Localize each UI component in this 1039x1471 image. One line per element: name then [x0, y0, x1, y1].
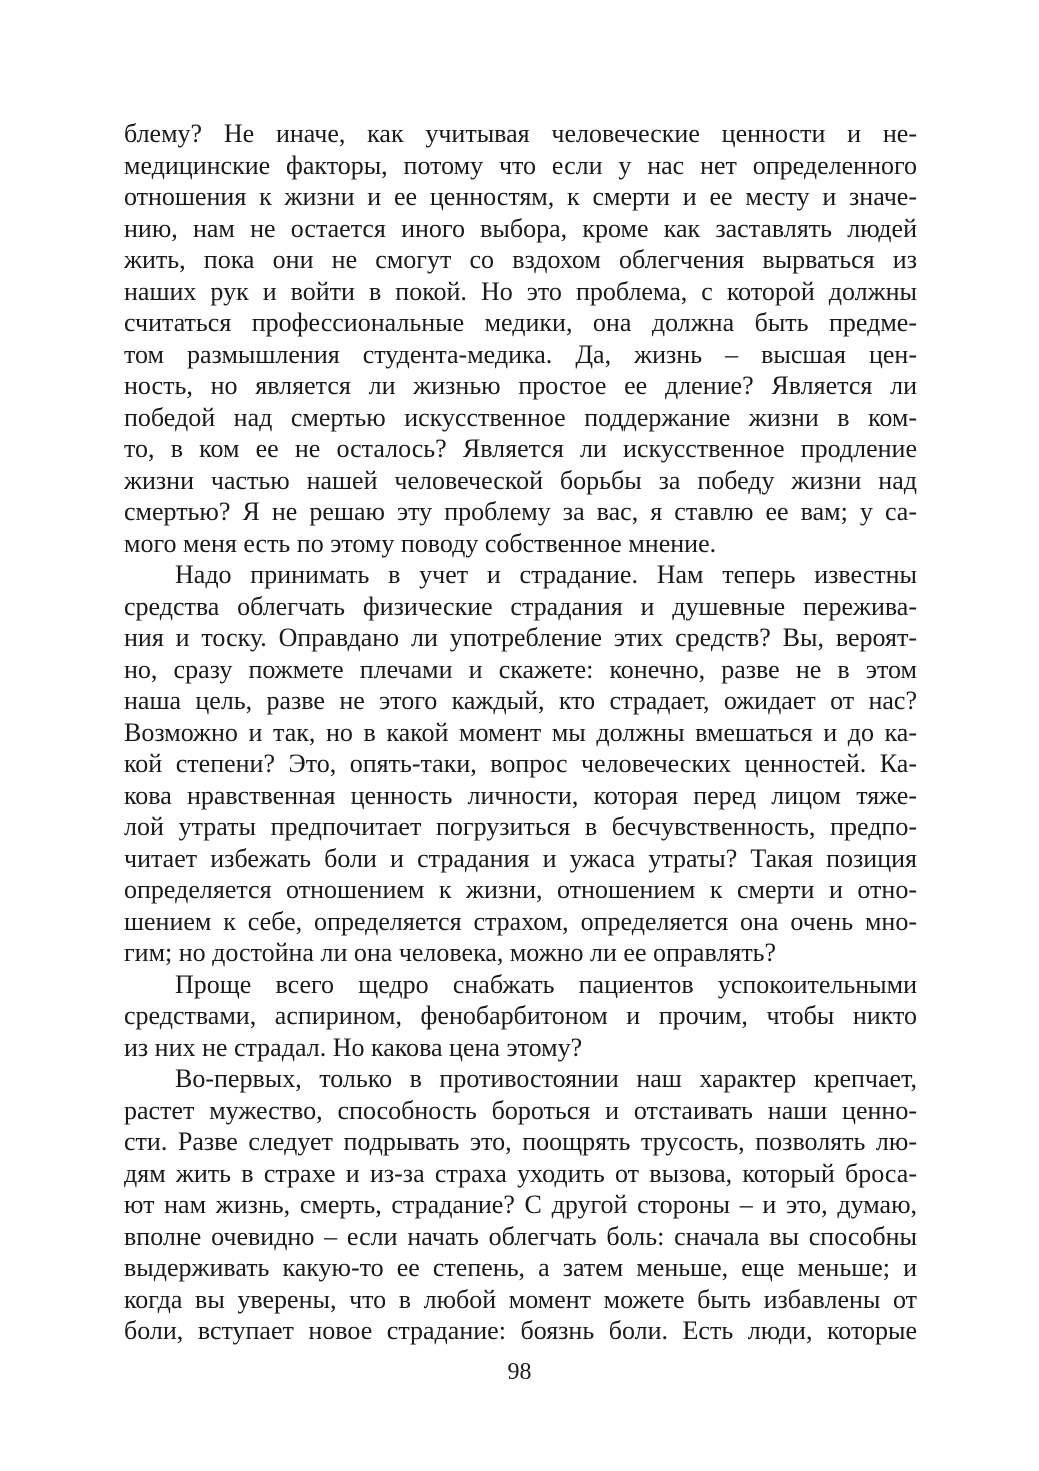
page-body — [124, 118, 917, 1347]
text-line: мого меня есть по этому поводу собственное мнение. — [124, 528, 717, 558]
text-line: нию, нам не остается иного выбора, кроме как заставлять людей — [124, 213, 917, 243]
text-line: считаться профессиональные медики, она должна быть предме- — [124, 308, 917, 337]
text-line: когда вы уверены, что в любой момент можете быть избавлены от — [124, 1284, 917, 1314]
text-line: то, в ком ее не осталось? Является ли искусственное продление — [124, 434, 917, 463]
text-line: победой над смертью искусственное поддержание жизни в ком- — [124, 402, 917, 432]
text-line: из них не страдал. Но какова цена этому? — [124, 1032, 583, 1062]
text-line: вполне очевидно – если начать облегчать боль: сначала вы способны — [124, 1221, 917, 1251]
text-line: Надо принимать в учет и страдание. Нам теперь известны — [175, 560, 917, 589]
text-line: кова нравственная ценность личности, которая перед лицом тяже- — [124, 780, 917, 810]
text-line: читает избежать боли и страдания и ужаса утраты? Такая позиция — [124, 843, 917, 873]
paragraph-1 — [124, 118, 917, 559]
text-line: ют нам жизнь, смерть, страдание? С другой стороны – и это, думаю, — [124, 1190, 917, 1219]
text-line: средства облегчать физические страдания и душевные пережива- — [124, 591, 917, 621]
text-line: растет мужество, способность бороться и отстаивать наши ценно- — [124, 1095, 917, 1125]
text-line: лой утраты предпочитает погрузиться в бесчувственность, предпо- — [124, 812, 917, 841]
text-line: блему? Не иначе, как учитывая человеческие ценности и не- — [124, 119, 917, 148]
text-line: ния и тоску. Оправдано ли употребление этих средств? Вы, вероят- — [124, 623, 917, 652]
text-line: медицинские факторы, потому что если у нас нет определенного — [124, 150, 917, 180]
text-line: отношения к жизни и ее ценностям, к смерти и ее месту и значе- — [124, 182, 917, 211]
text-line: Возможно и так, но в какой момент мы должны вмешаться и до ка- — [124, 717, 917, 747]
text-line: но, сразу пожмете плечами и скажете: конечно, разве не в этом — [124, 654, 917, 684]
text-line: боли, вступает новое страдание: боязнь боли. Есть люди, которые — [124, 1316, 917, 1345]
paragraph-3 — [124, 969, 917, 1064]
paragraph-4 — [124, 1063, 917, 1347]
text-line: сти. Разве следует подрывать это, поощрять трусость, позволять лю- — [124, 1127, 917, 1156]
text-line: смертью? Я не решаю эту проблему за вас, я ставлю ее вам; у са- — [124, 497, 917, 526]
text-line: выдерживать какую-то ее степень, а затем меньше, еще меньше; и — [124, 1253, 917, 1282]
text-line: ность, но является ли жизнью простое ее дление? Является ли — [124, 371, 917, 400]
text-line: определяется отношением к жизни, отношением к смерти и отно- — [124, 875, 917, 904]
text-line: наша цель, разве не этого каждый, кто страдает, ожидает от нас? — [124, 686, 917, 715]
text-line: средствами, аспирином, фенобарбитоном и прочим, чтобы никто — [124, 1001, 917, 1030]
text-line: наших рук и войти в покой. Но это проблема, с которой должны — [124, 276, 917, 306]
paragraph-2 — [124, 559, 917, 969]
text-line: жить, пока они не смогут со вздохом облегчения вырваться из — [124, 245, 917, 274]
text-line: дям жить в страхе и из-за страха уходить от вызова, который броса- — [124, 1158, 917, 1188]
text-line: шением к себе, определяется страхом, определяется она очень мно- — [124, 906, 917, 936]
text-line: гим; но достойна ли она человека, можно ли ее оправлять? — [124, 938, 777, 967]
text-line: Проще всего щедро снабжать пациентов успокоительными — [175, 969, 917, 999]
text-line: жизни частью нашей человеческой борьбы за победу жизни над — [124, 465, 917, 495]
text-line: Во-первых, только в противостоянии наш характер крепчает, — [175, 1064, 917, 1093]
text-line: кой степени? Это, опять-таки, вопрос человеческих ценностей. Ка- — [124, 749, 917, 778]
text-line: том размышления студента-медика. Да, жизнь – высшая цен- — [124, 339, 917, 369]
page-number: 98 — [507, 1359, 532, 1385]
